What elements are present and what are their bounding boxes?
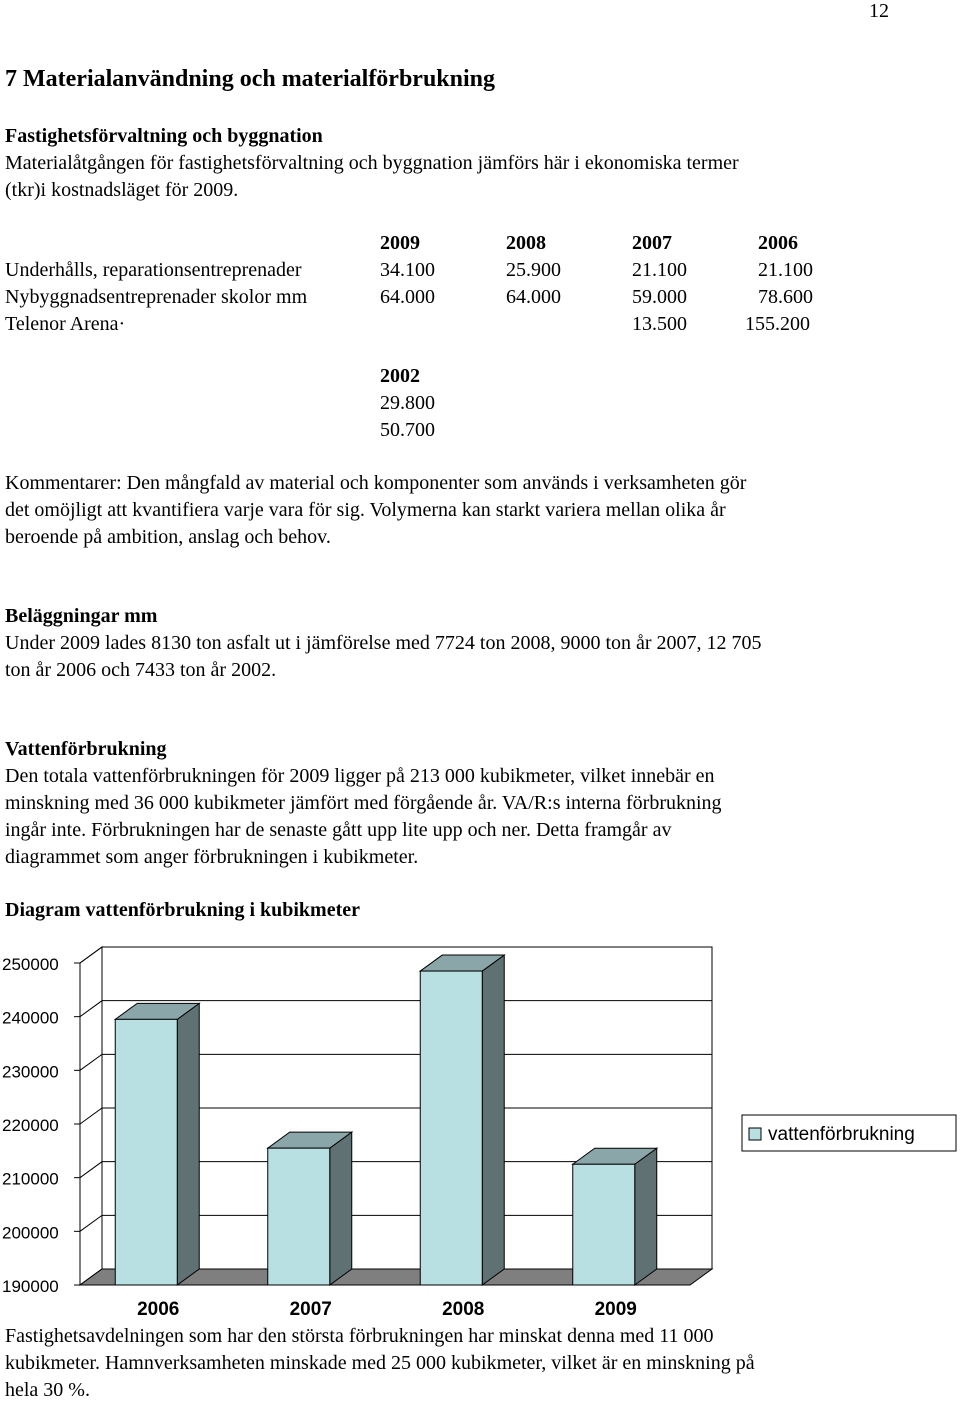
section-heading-fastighet: Fastighetsförvaltning och byggnation (5, 125, 323, 147)
year-header: 2008 (506, 232, 546, 254)
y-tick-label: 220000 (2, 1116, 59, 1135)
legend-swatch (749, 1128, 761, 1140)
x-tick-label: 2008 (442, 1299, 485, 1320)
bar (573, 1164, 635, 1285)
table-row-label: Underhålls, reparationsentreprenader (5, 259, 302, 281)
y-tick-label: 230000 (2, 1062, 59, 1082)
table-cell: 25.900 (506, 259, 561, 281)
bar-side (177, 1003, 199, 1285)
table-cell: 29.800 (380, 392, 435, 414)
x-tick-label: 2007 (289, 1299, 332, 1320)
paragraph-line: Den totala vattenförbrukningen för 2009 ligger på 213 000 kubikmeter, vilket innebär en (5, 765, 715, 787)
paragraph-line: ton år 2006 och 7433 ton år 2002. (5, 659, 277, 681)
year-header: 2006 (758, 232, 798, 254)
bar-side (635, 1148, 657, 1285)
year-header: 2002 (380, 365, 420, 387)
paragraph-line: det omöjligt att kvantifiera varje vara för sig. Volymerna kan starkt variera mellan olika år (5, 499, 726, 521)
section-heading-belaggningar: Beläggningar mm (5, 605, 158, 627)
table-row-label: Telenor Arena· (5, 313, 126, 335)
table-cell: 59.000 (632, 286, 687, 308)
table-cell: 34.100 (380, 259, 435, 281)
chapter-title: 7 Materialanvändning och materialförbrukning (5, 66, 496, 92)
table-cell: 21.100 (758, 259, 813, 281)
bar-side (330, 1132, 352, 1285)
paragraph-line: Kommentarer: Den mångfald av material och komponenter som används i verksamheten gör (5, 472, 747, 494)
paragraph-line: ingår inte. Förbrukningen har de senaste gått upp lite upp och ner. Detta framgår av (5, 819, 672, 841)
y-tick-label: 250000 (2, 955, 59, 974)
x-tick-label: 2009 (594, 1299, 637, 1320)
table-row-label: Nybyggnadsentreprenader skolor mm (5, 286, 308, 308)
page-number: 12 (869, 0, 889, 22)
paragraph-line: minskning med 36 000 kubikmeter jämfört med förgående år. VA/R:s interna förbrukning (5, 792, 722, 814)
y-tick-label: 200000 (2, 1223, 59, 1243)
chart-svg (0, 930, 960, 1330)
table-cell: 21.100 (632, 259, 687, 281)
bar-side (482, 955, 504, 1285)
table-cell: 155.200 (745, 313, 810, 335)
water-consumption-chart (0, 930, 960, 1330)
section-heading-vatten: Vattenförbrukning (5, 738, 167, 760)
paragraph-line: Fastighetsavdelningen som har den största förbrukningen har minskat denna med 11 000 (5, 1325, 714, 1347)
year-header: 2009 (380, 232, 420, 254)
year-header: 2007 (632, 232, 672, 254)
paragraph-line: beroende på ambition, anslag och behov. (5, 526, 331, 548)
legend-label: vattenförbrukning (768, 1124, 915, 1145)
y-tick-label: 190000 (2, 1277, 59, 1296)
y-tick-label: 210000 (2, 1169, 59, 1189)
bar (268, 1148, 330, 1285)
table-cell: 64.000 (506, 286, 561, 308)
table-cell: 64.000 (380, 286, 435, 308)
paragraph-line: Materialåtgången för fastighetsförvaltning och byggnation jämförs här i ekonomiska termer (5, 152, 739, 174)
diagram-heading: Diagram vattenförbrukning i kubikmeter (5, 899, 360, 921)
table-cell: 50.700 (380, 419, 435, 441)
y-tick-label: 240000 (2, 1008, 59, 1028)
bar (115, 1019, 177, 1285)
x-tick-label: 2006 (137, 1299, 180, 1320)
paragraph-line: diagrammet som anger förbrukningen i kubikmeter. (5, 846, 419, 868)
paragraph-line: kubikmeter. Hamnverksamheten minskade med 25 000 kubikmeter, vilket är en minskning på (5, 1352, 755, 1374)
table-cell: 13.500 (632, 313, 687, 335)
paragraph-line: Under 2009 lades 8130 ton asfalt ut i jämförelse med 7724 ton 2008, 9000 ton år 2007, 12 705 (5, 632, 762, 654)
bar (420, 971, 482, 1285)
table-cell: 78.600 (758, 286, 813, 308)
paragraph-line: hela 30 %. (5, 1379, 90, 1401)
paragraph-line: (tkr)i kostnadsläget för 2009. (5, 179, 239, 201)
